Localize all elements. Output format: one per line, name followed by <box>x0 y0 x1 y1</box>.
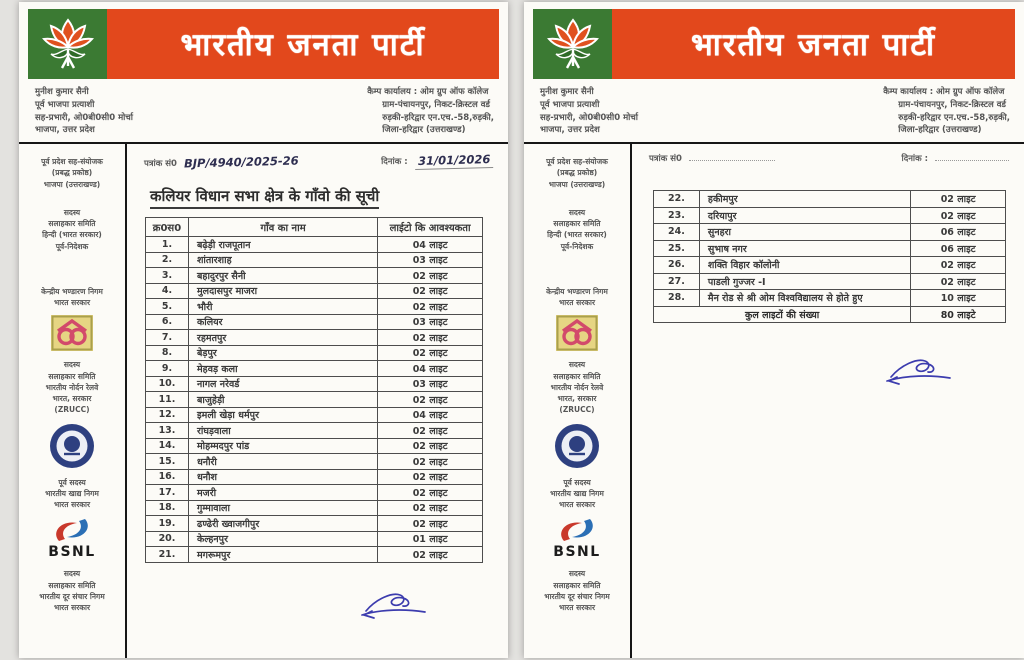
villages-table-header <box>146 218 483 237</box>
date-blank-line <box>935 160 1009 161</box>
bjp-lotus-icon <box>40 15 96 73</box>
lights-cell: 02 लाइट <box>911 257 1006 274</box>
coordinator-block: पूर्व प्रदेश सह-संयोजक (प्रबद्ध प्रकोष्ठ) भाजपा (उत्तराखण्ड) <box>546 157 608 189</box>
village-name-cell: सुभाष नगर <box>699 240 910 257</box>
document-page-2 <box>524 2 1024 658</box>
bsnl-logo-text: BSNL <box>48 544 96 561</box>
date-handwritten-value: 31/01/2026 <box>414 152 493 170</box>
table-row <box>146 345 483 361</box>
food-corporation-block: पूर्व सदस्य भारतीय खाद्य निगम भारत सरकार <box>45 477 99 509</box>
lights-cell: 02 लाइट <box>378 330 483 346</box>
header-village-name: गाँव का नाम <box>188 218 377 237</box>
table-row <box>146 361 483 377</box>
lights-cell: 02 लाइट <box>911 273 1006 290</box>
serial-cell: 16. <box>146 469 189 485</box>
header-serial: क्र0स0 <box>146 218 189 237</box>
serial-cell: 24. <box>654 224 700 241</box>
lights-cell: 02 लाइट <box>378 299 483 315</box>
lights-cell: 06 लाइट <box>911 224 1006 241</box>
serial-cell: 9. <box>146 361 189 377</box>
person-line: सह-प्रभारी, ओ0बी0सी0 मोर्चा <box>35 112 133 123</box>
ref-label: पत्रांक सं0 <box>144 159 177 169</box>
table-row <box>654 224 1006 241</box>
lights-cell: 06 लाइट <box>911 240 1006 257</box>
village-name-cell: मजरी <box>188 485 377 501</box>
serial-cell: 20. <box>146 531 189 547</box>
table-row <box>654 273 1006 290</box>
signature <box>359 590 431 622</box>
date-label: दिनांक : <box>381 157 408 167</box>
telecom-committee-block: सदस्य सलाहकार समिति भारतीय दूर संचार निगम भारत सरकार <box>544 569 610 612</box>
serial-cell: 27. <box>654 273 700 290</box>
village-name-cell: कलियर <box>188 314 377 330</box>
table-total-row <box>654 306 1006 323</box>
village-name-cell: नागल नरेवर्ड <box>188 376 377 392</box>
person-line: भाजपा, उत्तर प्रदेश <box>540 125 600 136</box>
table-row <box>146 423 483 439</box>
table-row <box>146 407 483 423</box>
lights-cell: 02 लाइट <box>378 516 483 532</box>
lights-cell: 02 लाइट <box>378 392 483 408</box>
date-label: दिनांक : <box>901 154 929 164</box>
serial-cell: 3. <box>146 268 189 284</box>
ref-handwritten-value: BJP/4940/2025-26 <box>183 153 299 171</box>
table-row <box>654 290 1006 307</box>
office-line: ग्राम-पंचायनपुर, निकट-क्रिस्टल वर्ड <box>898 99 1006 110</box>
village-name-cell: बहादुरपुर सैनी <box>188 268 377 284</box>
table-row <box>146 516 483 532</box>
northern-railway-logo <box>554 423 600 469</box>
warehousing-corporation-logo <box>51 315 93 351</box>
serial-cell: 8. <box>146 345 189 361</box>
village-name-cell: पाडली गुज्जर -I <box>699 273 910 290</box>
ref-label: पत्रांक सं0 <box>649 154 682 164</box>
warehousing-corporation-logo <box>556 315 598 351</box>
lights-cell: 01 लाइट <box>378 531 483 547</box>
serial-cell: 19. <box>146 516 189 532</box>
office-line: जिला-हरिद्वार (उत्तराखण्ड) <box>898 125 982 136</box>
page2-content <box>632 144 1024 658</box>
document-page-1 <box>19 2 508 658</box>
lights-cell: 03 लाइट <box>378 376 483 392</box>
village-name-cell: हकीमपुर <box>699 191 910 208</box>
date-field <box>381 153 493 169</box>
table-row <box>146 283 483 299</box>
lights-cell: 02 लाइट <box>378 423 483 439</box>
office-line: ग्राम-पंचायनपुर, निकट-क्रिस्टल वर्ड <box>382 99 490 110</box>
lights-cell: 02 लाइट <box>378 469 483 485</box>
office-line: कैम्प कार्यालय : ओम ग्रुप ऑफ कॉलेज <box>367 87 489 97</box>
person-details <box>35 86 133 137</box>
date-field <box>902 153 1010 164</box>
office-line: कैम्प कार्यालय : ओम ग्रुप ऑफ कॉलेज <box>883 87 1005 97</box>
hindi-committee-block: सदस्य सलाहकार समिति हिन्दी (भारत सरकार) पूर्व-निदेशक <box>547 207 607 251</box>
office-line: जिला-हरिद्वार (उत्तराखण्ड) <box>382 125 466 136</box>
table-row <box>146 531 483 547</box>
serial-cell: 18. <box>146 500 189 516</box>
office-line: रुड़की-हरिद्वार एन.एच.-58,रुड़की, <box>382 112 494 123</box>
lights-cell: 04 लाइट <box>378 237 483 253</box>
village-name-cell: ढण्ढेरी ख्वाजगीपुर <box>188 516 377 532</box>
ref-blank-line <box>689 160 775 161</box>
person-line: मुनीश कुमार सैनी <box>540 87 594 97</box>
village-name-cell: बेड़पुर <box>188 345 377 361</box>
lights-cell: 02 लाइट <box>378 500 483 516</box>
railway-committee-block: सदस्य सलाहकार समिति भारतीय नोर्दन रेलवे भारत, सरकार (ZRUCC) <box>550 360 604 415</box>
village-name-cell: दरियापुर <box>699 207 910 224</box>
food-corporation-block: पूर्व सदस्य भारतीय खाद्य निगम भारत सरकार <box>550 477 604 509</box>
village-name-cell: शक्ति विहार कॉलोनी <box>699 257 910 274</box>
camp-office-details <box>883 86 1010 137</box>
serial-cell: 5. <box>146 299 189 315</box>
table-row <box>654 207 1006 224</box>
village-name-cell: शांतारशाह <box>188 252 377 268</box>
camp-office-details <box>367 86 494 137</box>
office-line: रुड़की-हरिद्वार एन.एच.-58,रुड़की, <box>898 112 1010 123</box>
serial-cell: 28. <box>654 290 700 307</box>
serial-cell: 21. <box>146 547 189 563</box>
person-line: सह-प्रभारी, ओ0बी0सी0 मोर्चा <box>540 112 638 123</box>
village-name-cell: मोहम्मदपुर पांड <box>188 438 377 454</box>
village-name-cell: मगरूमपुर <box>188 547 377 563</box>
serial-cell: 17. <box>146 485 189 501</box>
coordinator-block: पूर्व प्रदेश सह-संयोजक (प्रबद्ध प्रकोष्ठ) भाजपा (उत्तराखण्ड) <box>41 157 103 189</box>
table-row <box>146 330 483 346</box>
table-row <box>146 454 483 470</box>
hindi-committee-block: सदस्य सलाहकार समिति हिन्दी (भारत सरकार) पूर्व-निदेशक <box>42 207 102 251</box>
table-row <box>146 392 483 408</box>
lights-cell: 02 लाइट <box>378 283 483 299</box>
person-details <box>540 86 638 137</box>
lotus-logo-block <box>28 9 107 79</box>
serial-cell: 7. <box>146 330 189 346</box>
village-name-cell: बढ़ेड़ी राजपूतान <box>188 237 377 253</box>
party-name-band <box>107 9 499 79</box>
lights-cell: 03 लाइट <box>378 252 483 268</box>
table-row <box>654 191 1006 208</box>
document-title: कलियर विधान सभा क्षेत्र के गाँवो की सूची <box>150 186 493 206</box>
header-lights-required: लाईटो कि आवश्यकता <box>378 218 483 237</box>
table-row <box>146 376 483 392</box>
village-name-cell: गुम्मावाला <box>188 500 377 516</box>
lights-cell: 02 लाइट <box>378 485 483 501</box>
lights-cell: 03 लाइट <box>378 314 483 330</box>
table-row <box>146 500 483 516</box>
person-line: पूर्व भाजपा प्रत्याशी <box>540 99 600 110</box>
serial-cell: 6. <box>146 314 189 330</box>
village-name-cell: धनौरी <box>188 454 377 470</box>
letterhead-banner <box>28 9 499 79</box>
contact-block <box>19 79 508 142</box>
villages-table-1 <box>145 217 483 563</box>
village-name-cell: भौरी <box>188 299 377 315</box>
bsnl-logo-icon <box>49 517 95 543</box>
table-row <box>146 469 483 485</box>
party-name-band <box>612 9 1015 79</box>
serial-cell: 12. <box>146 407 189 423</box>
village-name-cell: इमली खेड़ा धर्मपुर <box>188 407 377 423</box>
lights-cell: 02 लाइट <box>911 207 1006 224</box>
table-row <box>146 299 483 315</box>
bjp-lotus-icon <box>545 15 601 73</box>
serial-cell: 15. <box>146 454 189 470</box>
bsnl-logo-icon <box>554 517 600 543</box>
villages-table-body <box>146 237 483 563</box>
village-name-cell: बाजुहेड़ी <box>188 392 377 408</box>
person-line: पूर्व भाजपा प्रत्याशी <box>35 99 95 110</box>
table-row <box>146 438 483 454</box>
credentials-sidebar <box>524 144 632 658</box>
village-name-cell: मेहवड़ कला <box>188 361 377 377</box>
person-line: मुनीश कुमार सैनी <box>35 87 89 97</box>
lights-cell: 02 लाइट <box>378 454 483 470</box>
lights-cell: 02 लाइट <box>378 345 483 361</box>
ref-field <box>649 153 775 164</box>
page-body <box>524 144 1024 658</box>
table-row <box>654 240 1006 257</box>
table-row <box>146 252 483 268</box>
serial-cell: 25. <box>654 240 700 257</box>
table-row <box>146 314 483 330</box>
lights-cell: 10 लाइट <box>911 290 1006 307</box>
village-name-cell: केल्हनपुर <box>188 531 377 547</box>
serial-cell: 13. <box>146 423 189 439</box>
reference-line <box>649 153 1009 164</box>
serial-cell: 2. <box>146 252 189 268</box>
page1-content <box>127 144 508 658</box>
warehousing-block: केन्द्रीय भण्डारण निगम भारत सरकार <box>546 286 608 307</box>
signature <box>884 356 956 388</box>
serial-cell: 23. <box>654 207 700 224</box>
railway-committee-block: सदस्य सलाहकार समिति भारतीय नोर्दन रेलवे भारत, सरकार (ZRUCC) <box>45 360 99 415</box>
lights-cell: 04 लाइट <box>378 361 483 377</box>
serial-cell: 22. <box>654 191 700 208</box>
table-row <box>146 485 483 501</box>
total-label-cell: कुल लाइटों की संख्या <box>654 306 911 323</box>
table-row <box>654 257 1006 274</box>
table-row <box>146 268 483 284</box>
village-name-cell: रांघड़वाला <box>188 423 377 439</box>
serial-cell: 26. <box>654 257 700 274</box>
ref-field <box>144 155 299 169</box>
warehousing-block: केन्द्रीय भण्डारण निगम भारत सरकार <box>41 286 103 307</box>
telecom-committee-block: सदस्य सलाहकार समिति भारतीय दूर संचार निगम भारत सरकार <box>39 569 105 612</box>
bsnl-logo-text: BSNL <box>553 544 601 561</box>
lights-cell: 02 लाइट <box>378 438 483 454</box>
person-line: भाजपा, उत्तर प्रदेश <box>35 125 95 136</box>
village-name-cell: मुलदासपुर माजरा <box>188 283 377 299</box>
villages-table-2 <box>653 190 1006 323</box>
total-value-cell: 80 लाइटे <box>911 306 1006 323</box>
party-name: भारतीय जनता पार्टी <box>691 27 936 63</box>
village-name-cell: सुनहरा <box>699 224 910 241</box>
contact-block <box>524 79 1024 142</box>
table-row <box>146 237 483 253</box>
village-name-cell: रहमतपुर <box>188 330 377 346</box>
northern-railway-logo <box>49 423 95 469</box>
lights-cell: 04 लाइट <box>378 407 483 423</box>
lights-cell: 02 लाइट <box>378 268 483 284</box>
page-body <box>19 144 508 658</box>
serial-cell: 1. <box>146 237 189 253</box>
serial-cell: 4. <box>146 283 189 299</box>
village-name-cell: धनौश <box>188 469 377 485</box>
serial-cell: 11. <box>146 392 189 408</box>
lights-cell: 02 लाइट <box>378 547 483 563</box>
lotus-logo-block <box>533 9 612 79</box>
villages-table-body <box>654 191 1006 307</box>
lights-cell: 02 लाइट <box>911 191 1006 208</box>
letterhead-banner <box>533 9 1015 79</box>
reference-line <box>144 153 493 169</box>
serial-cell: 14. <box>146 438 189 454</box>
party-name: भारतीय जनता पार्टी <box>180 27 426 63</box>
village-name-cell: मैन रोड से श्री ओम विश्वविद्यालय से होते हुए <box>699 290 910 307</box>
serial-cell: 10. <box>146 376 189 392</box>
credentials-sidebar <box>19 144 127 658</box>
table-row <box>146 547 483 563</box>
